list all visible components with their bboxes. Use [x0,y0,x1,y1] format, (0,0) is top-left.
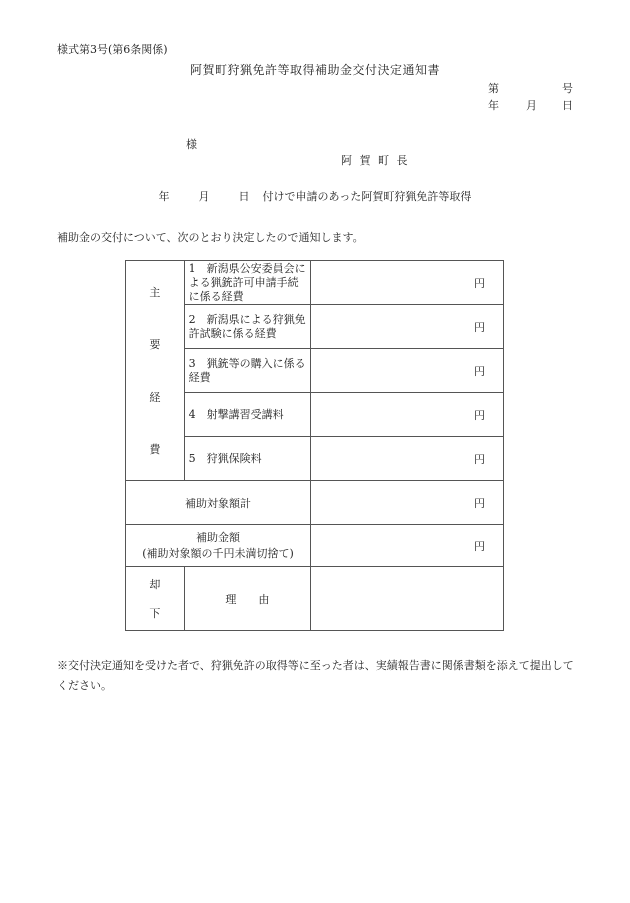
number-label: 第 [488,82,499,95]
date-month: 月 [526,99,537,112]
item-label: 4 射撃講習受講料 [184,393,310,437]
item-label: 5 狩猟保険料 [184,437,310,481]
category-cell [126,261,185,481]
item-amount[interactable]: 円 [311,349,504,393]
sender-name: 阿 賀 町 長 [341,154,410,167]
footnote: ※交付決定通知を受けた者で、狩猟免許の取得等に至った者は、実績報告書に関係書類を添えて提出してください。 [57,659,574,692]
subsidy-amount-value[interactable]: 円 [311,525,504,567]
document-title: 阿賀町狩猟免許等取得補助金交付決定通知書 [189,63,440,77]
addressee-suffix: 様 [186,138,197,151]
reason-value[interactable] [311,567,504,631]
item-label: 1 新潟県公安委員会による猟銃許可申請手続に係る経費 [184,261,310,305]
target-total-amount[interactable]: 円 [311,481,504,525]
rejection-label-cell [126,567,185,631]
body-month: 月 [198,190,210,203]
item-label: 2 新潟県による狩猟免許試験に係る経費 [184,305,310,349]
date-year: 年 [488,99,499,112]
category-char: 費 [149,443,161,457]
body-line-2: 補助金の交付について、次のとおり決定したので通知します。 [57,231,364,244]
item-amount[interactable]: 円 [311,261,504,305]
form-number: 様式第3号(第6条関係) [57,43,168,56]
body-year: 年 [158,190,170,203]
date-day: 日 [562,99,573,112]
reason-label: 理 由 [184,567,310,631]
number-suffix: 号 [562,82,573,95]
subsidy-amount-label-line1: 補助金額 [196,530,241,544]
item-amount[interactable]: 円 [311,437,504,481]
category-char: 経 [149,390,161,404]
body-line-1 [0,188,630,204]
target-total-label: 補助対象額計 [126,481,311,525]
item-amount[interactable]: 円 [311,393,504,437]
category-char: 要 [149,338,161,352]
subsidy-amount-label [126,525,311,567]
item-amount[interactable]: 円 [311,305,504,349]
subsidy-amount-label-line2: (補助対象額の千円未満切捨て) [142,546,294,560]
rejection-char: 下 [149,607,161,620]
rejection-char: 却 [149,578,161,591]
item-label: 3 猟銃等の購入に係る経費 [184,349,310,393]
category-char: 主 [149,285,161,299]
body-day: 日 [238,190,250,203]
expense-table [125,260,504,631]
body-text: 付けで申請のあった阿賀町狩猟免許等取得 [262,190,472,203]
